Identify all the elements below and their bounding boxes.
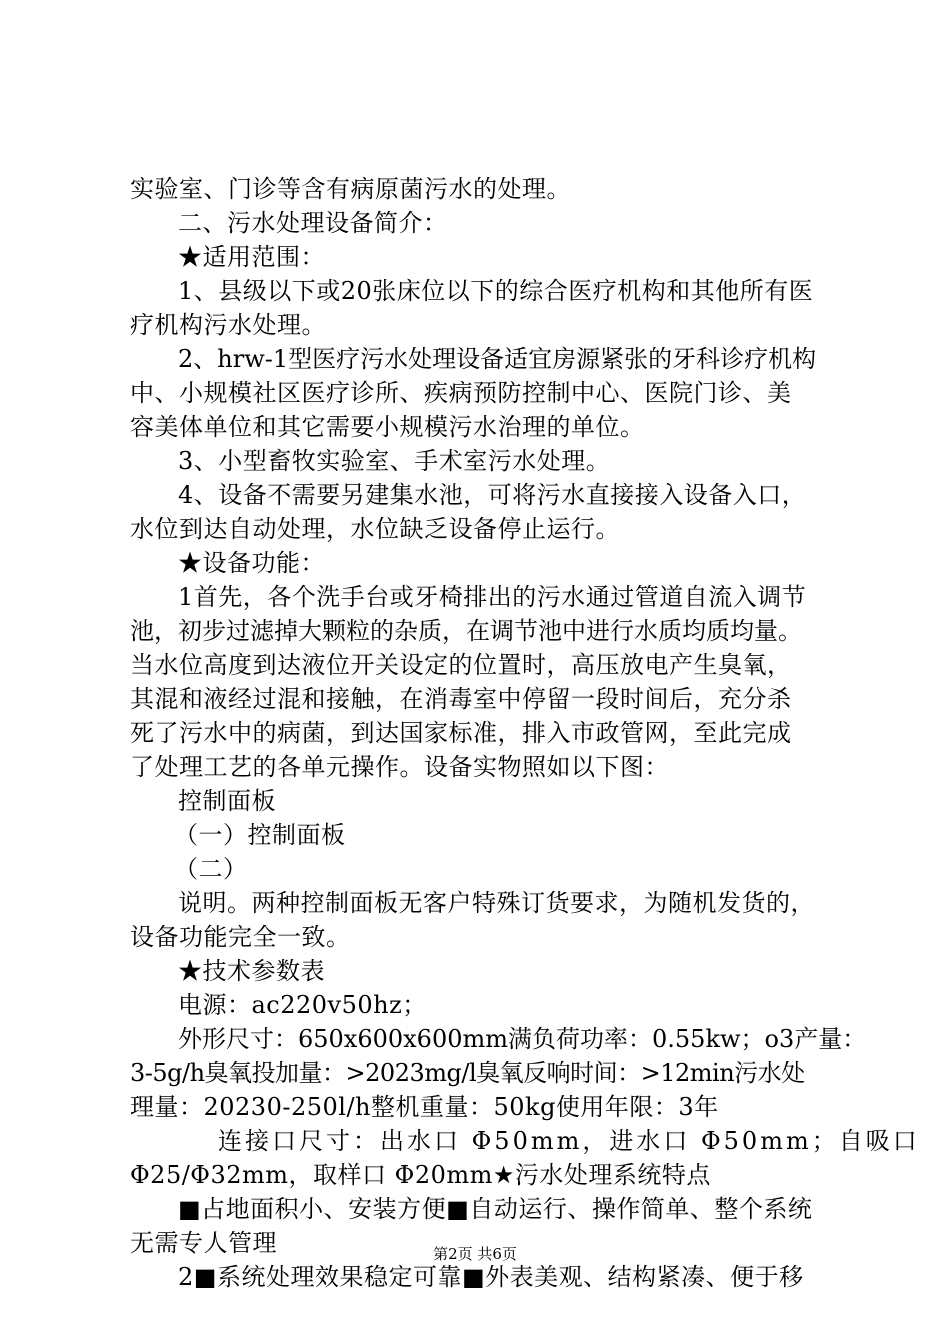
- subsection-heading: ★适用范围：: [178, 243, 325, 271]
- text-line: 疗机构污水处理。: [130, 311, 326, 339]
- text-line: 连接口尺寸：出水口 Φ50mm，进水口 Φ50mm；自吸口: [218, 1127, 920, 1155]
- text-line: 水位到达自动处理，水位缺乏设备停止运行。: [130, 515, 620, 543]
- text-line: 当水位高度到达液位开关设定的位置时，高压放电产生臭氧，: [130, 651, 792, 679]
- text-line: 外形尺寸：650x600x600mm满负荷功率：0.55kw；o3产量：: [178, 1025, 867, 1053]
- text-line: 4、设备不需要另建集水池，可将污水直接接入设备入口，: [178, 481, 807, 509]
- text-line: ■占地面积小、安装方便■自动运行、操作简单、整个系统: [178, 1195, 813, 1223]
- text-line: 容美体单位和其它需要小规模污水治理的单位。: [130, 413, 645, 441]
- subsection-heading: ★设备功能：: [178, 549, 325, 577]
- caption-line: 控制面板: [178, 787, 276, 815]
- text-line: 电源：ac220v50hz；: [178, 991, 427, 1019]
- caption-line: （一）控制面板: [174, 821, 346, 849]
- text-line: 1、县级以下或20张床位以下的综合医疗机构和其他所有医: [178, 277, 814, 305]
- text-line: 其混和液经过混和接触，在消毒室中停留一段时间后，充分杀: [130, 685, 792, 713]
- caption-line: （二）: [174, 855, 248, 883]
- section-heading: 二、污水处理设备简介：: [178, 209, 448, 237]
- text-line: 说明。两种控制面板无客户特殊订货要求，为随机发货的，: [178, 889, 815, 917]
- text-line: 2■系统处理效果稳定可靠■外表美观、结构紧凑、便于移: [178, 1263, 804, 1291]
- text-line: 1首先，各个洗手台或牙椅排出的污水通过管道自流入调节: [178, 583, 807, 611]
- text-line: 无需专人管理: [130, 1229, 277, 1257]
- text-line: Φ25/Φ32mm，取样口 Φ20mm★污水处理系统特点: [130, 1161, 711, 1189]
- text-line: 2、hrw-1型医疗污水处理设备适宜房源紧张的牙科诊疗机构: [178, 345, 817, 373]
- text-line: 理量：20230-250l/h整机重量：50kg使用年限：3年: [130, 1093, 719, 1121]
- text-line: 死了污水中的病菌，到达国家标准，排入市政管网，至此完成: [130, 719, 792, 747]
- text-line: 设备功能完全一致。: [130, 923, 351, 951]
- text-line: 了处理工艺的各单元操作。设备实物照如以下图：: [130, 753, 669, 781]
- text-line: 实验室、门诊等含有病原菌污水的处理。: [130, 175, 571, 203]
- text-line: 3-5g/h臭氧投加量：>2023mg/l臭氧反响时间：>12min污水处: [130, 1059, 805, 1087]
- page-number: 第2页 共6页: [433, 1245, 517, 1263]
- text-line: 中、小规模社区医疗诊所、疾病预防控制中心、医院门诊、美: [130, 379, 792, 407]
- text-line: 3、小型畜牧实验室、手术室污水处理。: [178, 447, 611, 475]
- page-footer: [0, 1244, 950, 1264]
- subsection-heading: ★技术参数表: [178, 957, 325, 985]
- text-line: 池，初步过滤掉大颗粒的杂质，在调节池中进行水质均质均量。: [130, 617, 802, 645]
